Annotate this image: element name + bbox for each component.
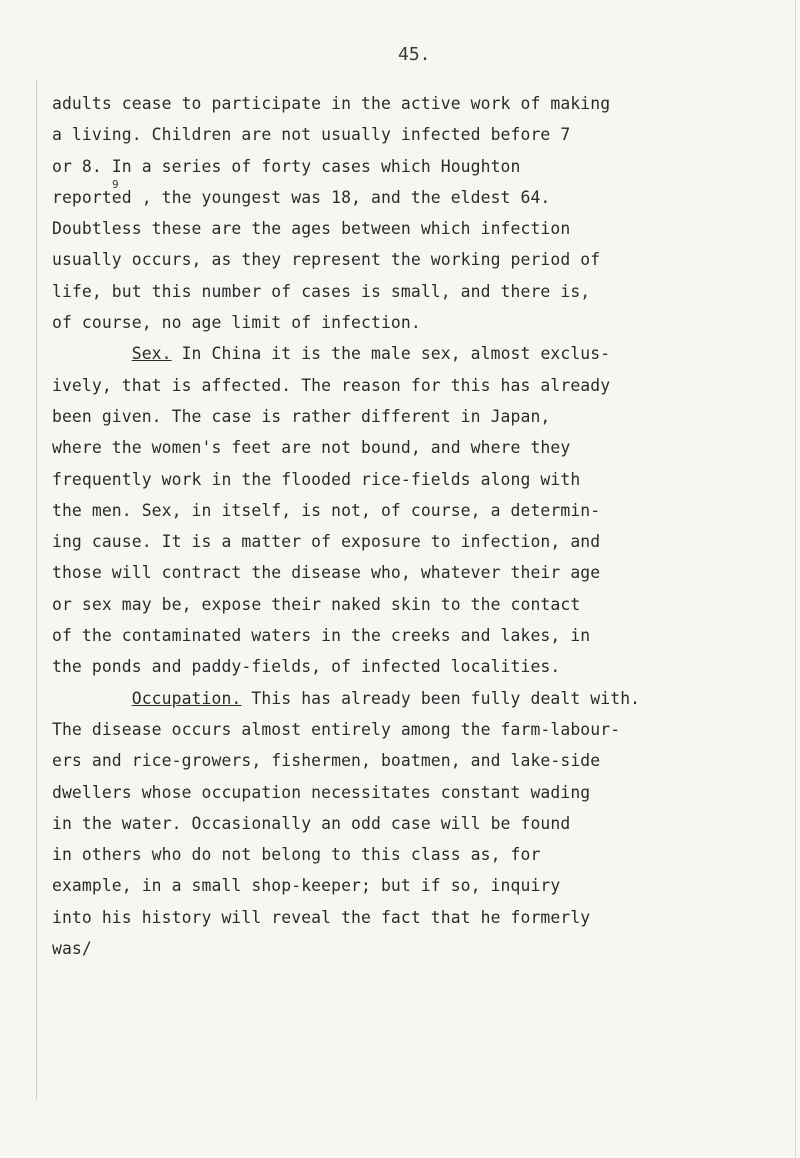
occupation-heading-text: This has already been fully dealt with. — [241, 688, 641, 708]
text-line: ively, that is affected. The reason for this has already — [52, 375, 611, 395]
occupation-paragraph-line — [52, 683, 787, 714]
document-body — [52, 88, 787, 964]
text-line: or sex may be, expose their naked skin to the contact — [52, 594, 581, 614]
text-line: the men. Sex, in itself, is not, of course, a determin- — [52, 500, 601, 520]
text-line: example, in a small shop-keeper; but if so, inquiry — [52, 876, 561, 896]
page-number: 45. — [398, 44, 431, 65]
text-line: in the water. Occasionally an odd case will be found — [52, 813, 571, 833]
text-line: where the women's feet are not bound, and where they — [52, 438, 571, 458]
right-edge-rule — [795, 0, 796, 1158]
text-line: ing cause. It is a matter of exposure to infection, and — [52, 532, 601, 552]
text-line: into his history will reveal the fact that he formerly — [52, 907, 591, 927]
sex-heading-text: In China it is the male sex, almost exclus- — [171, 344, 611, 364]
text-line: or 8. In a series of forty cases which Houghton — [52, 156, 521, 176]
text-line: The disease occurs almost entirely among the farm-labour- — [52, 719, 621, 739]
text-line: dwellers whose occupation necessitates constant wading — [52, 782, 591, 802]
text-line: usually occurs, as they represent the working period of — [52, 250, 601, 270]
text-line: those will contract the disease who, whatever their age — [52, 563, 601, 583]
text-line: ers and rice-growers, fishermen, boatmen, and lake-side — [52, 751, 601, 771]
text-line: a living. Children are not usually infected before 7 — [52, 125, 571, 145]
left-margin-rule — [36, 80, 37, 1100]
sex-heading: Sex. — [131, 344, 172, 364]
text-line: reported , the youngest was 18, and the eldest 64. — [52, 187, 551, 207]
text-line: of the contaminated waters in the creeks and lakes, in — [52, 626, 591, 646]
text-line: Doubtless these are the ages between which infection — [52, 219, 571, 239]
footnote-marker: 9 — [112, 178, 119, 191]
text-line: life, but this number of cases is small, and there is, — [52, 281, 591, 301]
text-line: in others who do not belong to this class as, for — [52, 845, 541, 865]
text-line: adults cease to participate in the active work of making — [52, 94, 611, 113]
text-line: been given. The case is rather different in Japan, — [52, 406, 551, 426]
text-line: frequently work in the flooded rice-fields along with — [52, 469, 581, 489]
sex-paragraph-line — [52, 338, 787, 369]
text-line: was/ — [52, 939, 92, 959]
text-line: the ponds and paddy-fields, of infected localities. — [52, 657, 561, 677]
occupation-heading: Occupation. — [131, 688, 242, 708]
text-line: of course, no age limit of infection. — [52, 313, 421, 333]
